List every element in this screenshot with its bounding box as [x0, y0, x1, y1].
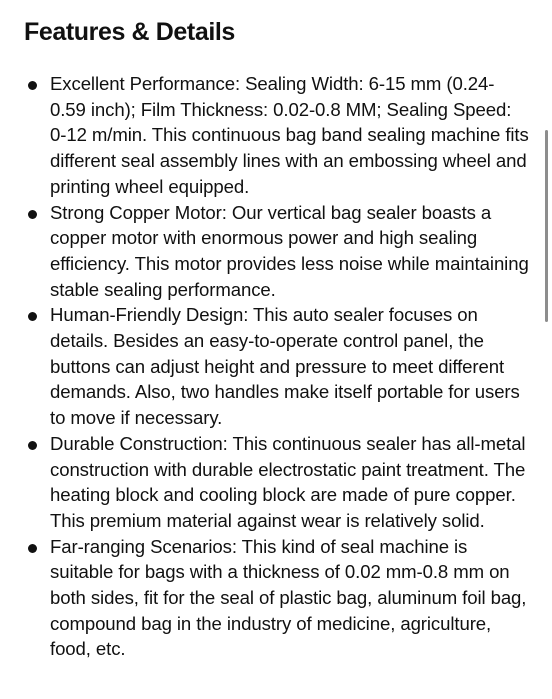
- section-title: Features & Details: [24, 18, 235, 46]
- feature-item: [24, 534, 530, 663]
- feature-text: Human-Friendly Design: This auto sealer focuses on details. Besides an easy-to-operate control panel, the buttons can adjust height and pressure to meet different demands. Also, two handles make itself portable for users to move if necessary.: [50, 304, 520, 429]
- bullet-icon: [28, 210, 37, 219]
- scrollbar[interactable]: [545, 130, 548, 322]
- bullet-icon: [28, 544, 37, 553]
- feature-list: [24, 71, 530, 662]
- feature-text: Strong Copper Motor: Our vertical bag sealer boasts a copper motor with enormous power and high sealing efficiency. This motor provides less noise while maintaining stable sealing performance.: [50, 201, 529, 300]
- bullet-icon: [28, 441, 37, 450]
- feature-text: Excellent Performance: Sealing Width: 6-15 mm (0.24-0.59 inch); Film Thickness: 0.02-0.8 MM; Sealing Speed: 0-12 m/min. This continuous bag band sealing machine fits different seal assembly lines with an embossing wheel and printing wheel equipped.: [50, 73, 529, 197]
- bullet-icon: [28, 81, 37, 90]
- feature-item: [24, 71, 530, 200]
- bullet-icon: [28, 312, 37, 321]
- feature-text: Durable Construction: This continuous sealer has all-metal construction with durable electrostatic paint treatment. The heating block and cooling block are made of pure copper. This premium material against wear is relatively solid.: [50, 432, 526, 531]
- feature-item: [24, 302, 530, 431]
- feature-item: [24, 200, 530, 303]
- feature-text: Far-ranging Scenarios: This kind of seal machine is suitable for bags with a thickness of 0.02 mm-0.8 mm on both sides, fit for the seal of plastic bag, aluminum foil bag, compound bag in the industry of medicine, agriculture, food, etc.: [50, 535, 527, 660]
- feature-item: [24, 431, 530, 534]
